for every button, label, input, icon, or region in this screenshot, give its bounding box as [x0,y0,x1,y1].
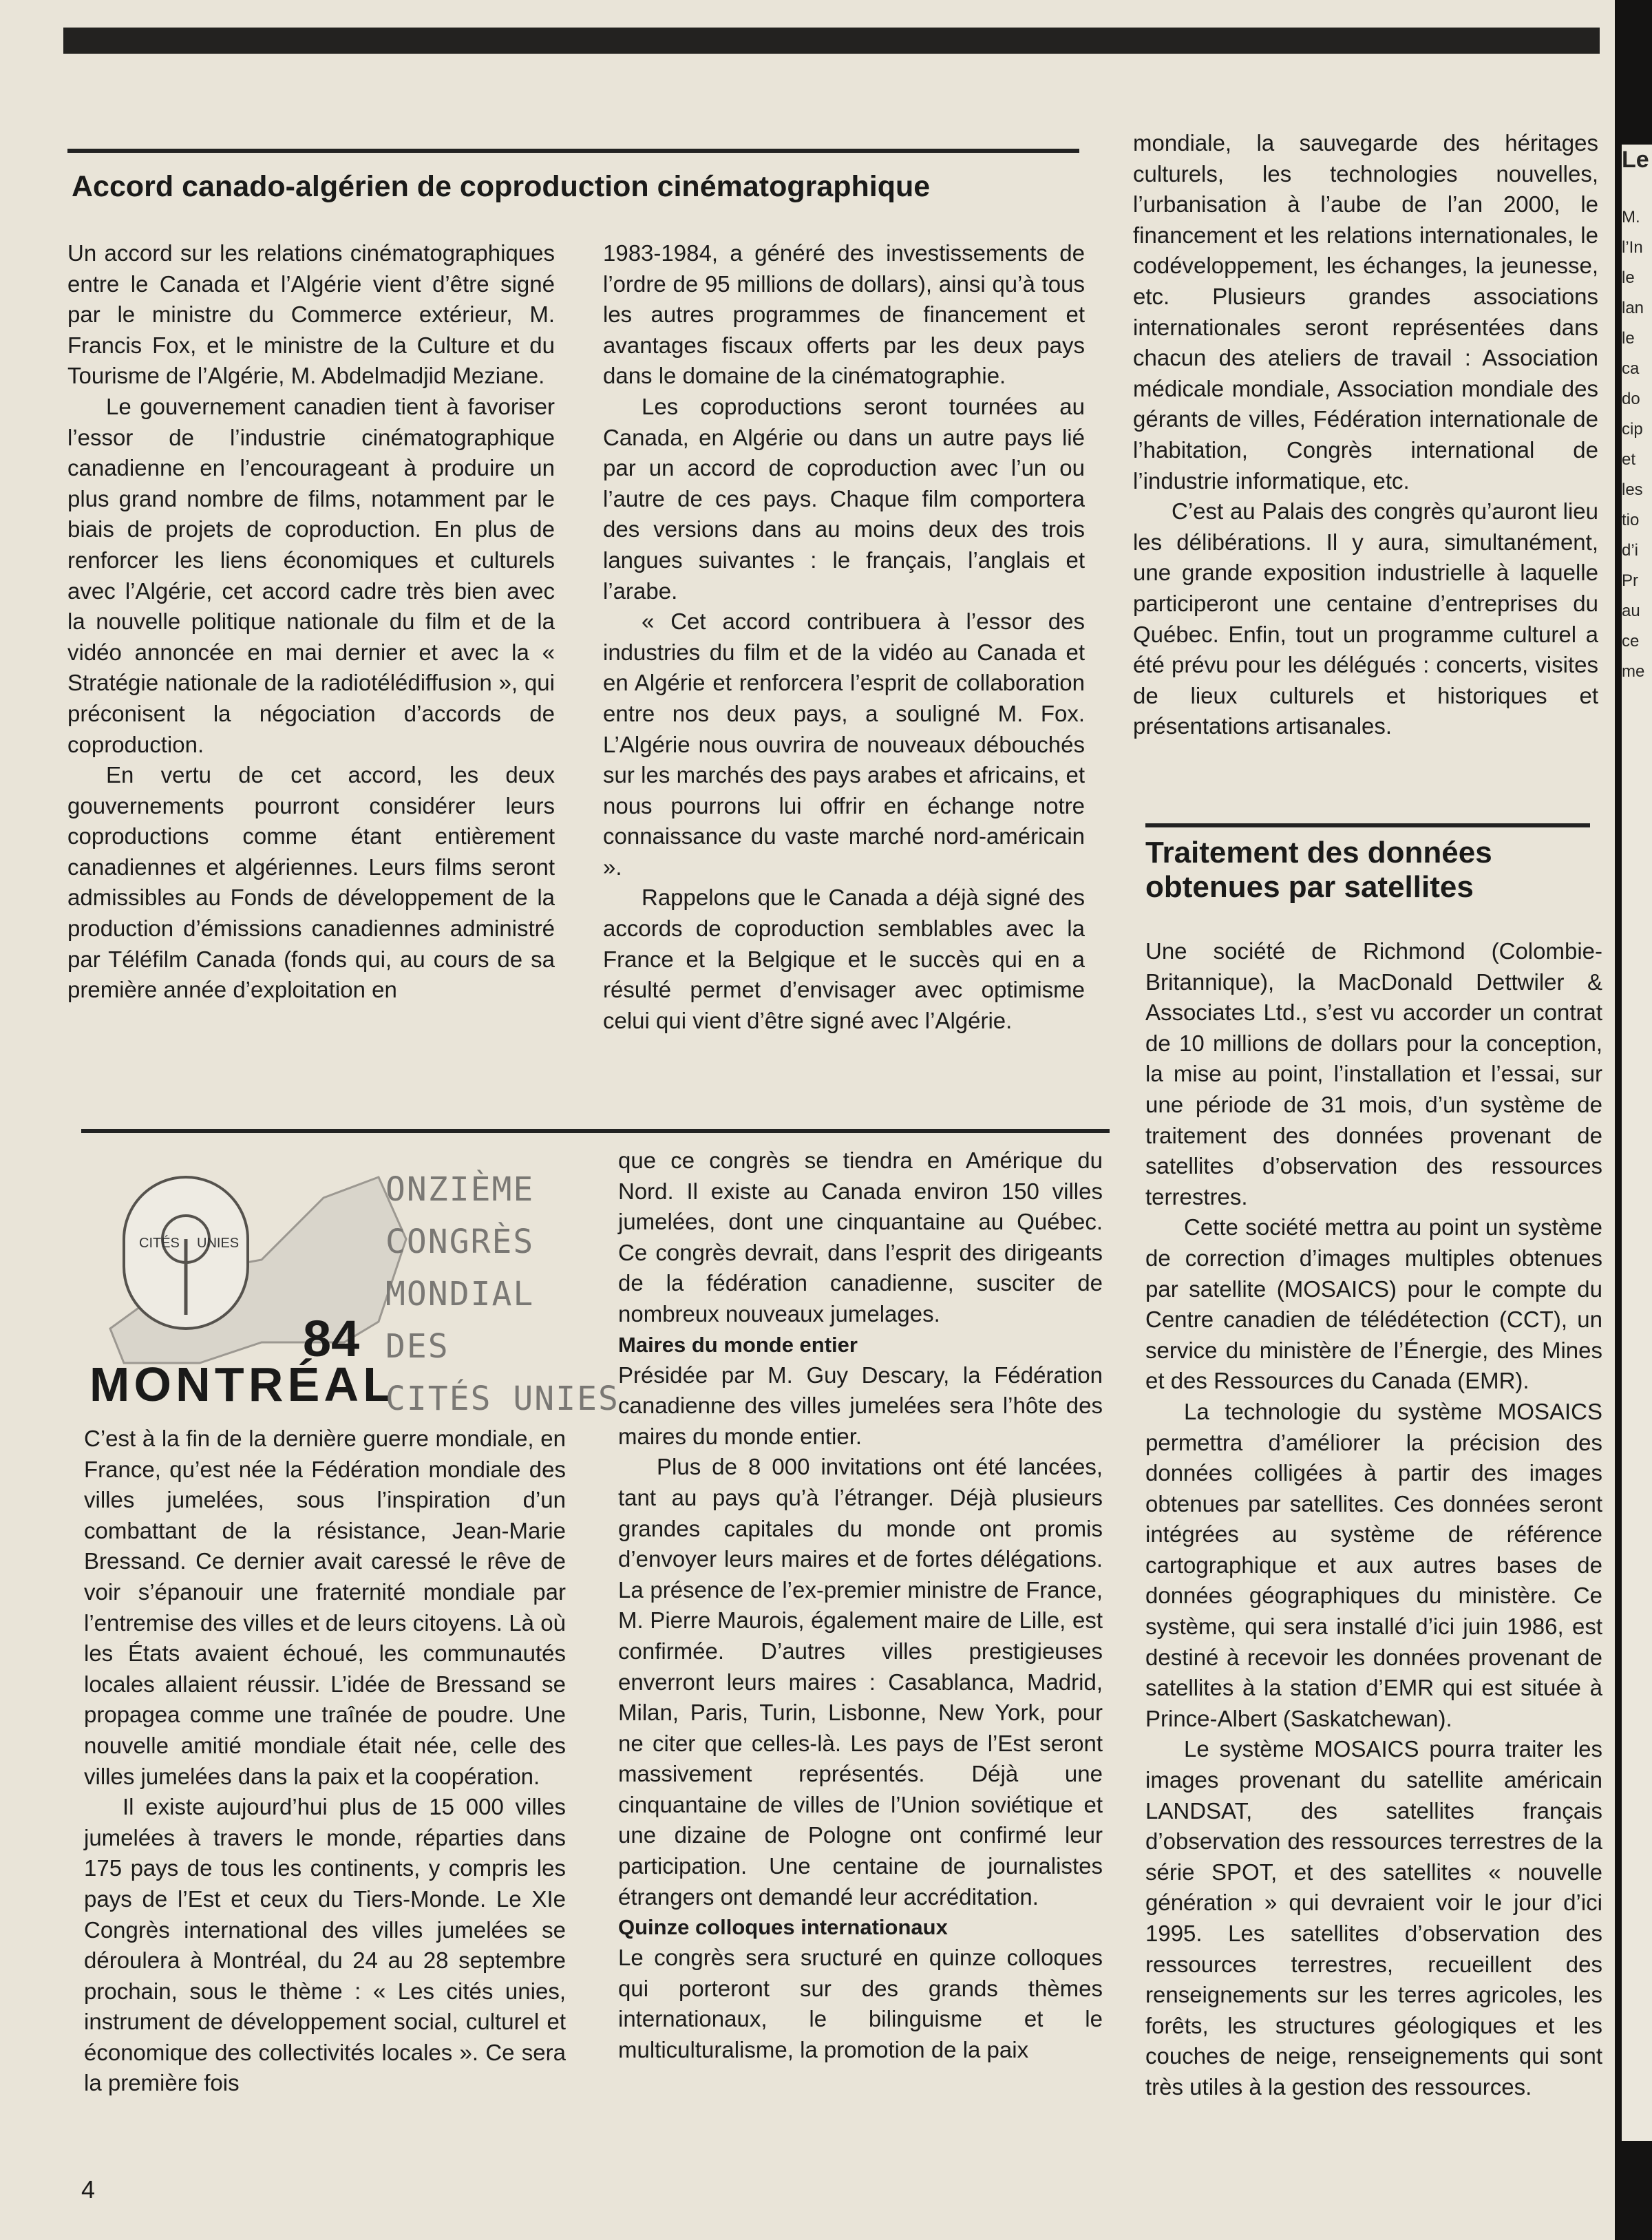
adjacent-text-fragment: le [1622,329,1635,348]
paragraph: Les coproductions seront tournées au Canada, en Algérie ou dans un autre pays lié par un accord de coproduction avec l’un ou l’autre de ces pays. Chaque film comportera des versions dans au moins deux des trois langues suivantes : le français, l’anglais et l’arabe. [603,393,1085,604]
paragraph: « Cet accord contribuera à l’essor des industries du film et de la vidéo au Canada et en Algérie et renforcera l’esprit de collaboration entre nos deux pays, a souligné M. Fox. L’Algérie nous ouvrira de nouveaux débouchés sur les marchés des pays arabes et africains, et nous pourrons lui offrir en échange notre connaissance du vaste marché nord-américain ». [603,609,1085,880]
adjacent-text-fragment: tio [1622,511,1640,529]
paragraph: 1983-1984, a généré des investissements de l’ordre de 95 millions de dollars), ainsi qu’à tous les autres programmes de financement et avantages fiscaux offerts par les deux pays dans le domaine de la cinématographie. [603,240,1085,389]
adjacent-text-fragment: do [1622,390,1640,408]
adjacent-text-fragment: lan [1622,299,1644,317]
title-line: Traitement des données [1145,836,1492,869]
paragraph: Le gouvernement canadien tient à favoriser l’essor de l’industrie cinématographique canadienne en l’encourageant à produire un plus grand nombre de films, notamment par le biais de projets de coproduction. En plus de renforcer les liens économiques et culturels avec l’Algérie, cet accord cadre très bien avec la nouvelle politique nationale du film et de la vidéo annoncée en mai dernier et avec la « Stratégie nationale de la radiotélédiffusion », qui préconisent la négociation d’accords de coproduction. [67,393,555,757]
paragraph: Plus de 8 000 invitations ont été lancées, tant au pays qu’à l’étranger. Déjà plusieurs grandes capitales du monde ont promis d’envoyer leurs maires et de fortes délégations. La présence de l’ex-premier ministre de France, M. Pierre Maurois, également maire de Lille, est confirmée. D’autres villes prestigieuses enverront leurs maires : Casablanca, Madrid, Milan, Paris, Turin, Lisbonne, New York, pour ne citer que celles-là. Les pays de l’Est seront massivement représentés. Déjà une cinquantaine de villes de l’Union soviétique et une dizaine de Pologne ont confirmé leur participation. Une centaine de journalistes étrangers ont demandé leur accréditation. [618,1454,1103,1910]
article-rule [81,1129,1110,1133]
article1-column-1 [67,238,555,1006]
paragraph: Présidée par M. Guy Descary, la Fédération canadienne des villes jumelées sera l’hôte des maires du monde entier. [618,1362,1103,1449]
paragraph: Le congrès sera sructuré en quinze colloques qui porteront sur des grands thèmes internationaux, le bilinguisme et le multiculturalisme, la promotion de la paix [618,1945,1103,2063]
congress-line: DES [385,1327,449,1366]
adjacent-text-fragment: l’In [1622,238,1643,257]
paragraph: mondiale, la sauvegarde des héritages culturels, les technologies nouvelles, l’urbanisation à l’aube de l’an 2000, le financement et les relations internationales, le codéveloppement, les échanges, la jeunesse, etc. Plusieurs grandes associations internationales seront représentées dans chacun des ateliers de travail : Association médicale mondiale, Association mondiale des gérants de villes, Fédération internationale de l’habitation, Congrès international de l’industrie informatique, etc. [1133,130,1598,494]
page-number: 4 [81,2175,96,2204]
congress-line: CONGRÈS [385,1223,535,1261]
adjacent-text-fragment: le [1622,268,1635,287]
article-rule [67,149,1079,153]
subheading: Maires du monde entier [618,1332,858,1357]
top-black-bar [63,28,1600,54]
paragraph: Rappelons que le Canada a déjà signé des accords de coproduction semblables avec la France et la Belgique et le succès qui en a résulté permet d’envisager avec optimisme celui qui vient d’être signé avec l’Algérie. [603,885,1085,1033]
adjacent-text-fragment: les [1622,480,1643,499]
badge-right-text: UNIES [197,1236,240,1251]
badge-left-text: CITÉS [139,1236,180,1251]
article-title: Accord canado-algérien de coproduction cinématographique [72,170,931,203]
paragraph: Cette société mettra au point un système de correction d’images multiples obtenues par satellite (MOSAICS) pour le compte du Centre canadien de télédétection (CCT), un service du ministère de l’Énergie, des Mines et des Ressources du Canada (EMR). [1145,1214,1602,1394]
logo-year: 84 [303,1310,360,1367]
title-line: obtenues par satellites [1145,870,1474,904]
show-through-text [358,63,363,88]
subheading: Quinze colloques internationaux [618,1915,948,1940]
paragraph: La technologie du système MOSAICS permettra d’améliorer la précision des données colligées à partir des images obtenues par satellites. Ces données seront intégrées au système de référence cartographique et aux autres bases de données géographiques du ministère. Ce système, qui sera installé d’ici juin 1986, est destiné à recevoir les données provenant de satellites à la station d’EMR qui est située à Prince-Albert (Saskatchewan). [1145,1398,1602,1731]
paragraph: Le système MOSAICS pourra traiter les images provenant du satellite américain LANDSAT, des satellites français d’observation des ressources terrestres de la série SPOT, et des satellites « nouvelle génération » qui devraient voir le jour d’ici 1995. Les satellites d’observation des ressources terrestres, recueillent des renseignements sur les terres agricoles, les forêts, les structures géologiques et les couches de neige, renseignements qui sont très utiles à la gestion des ressources. [1145,1736,1602,2100]
paragraph: Il existe aujourd’hui plus de 15 000 villes jumelées à travers le monde, réparties dans 175 pays de tous les continents, y compris les pays de l’Est et ceux du Tiers-Monde. Le XIe Congrès international des villes jumelées se déroulera à Montréal, du 24 au 28 septembre prochain, sous le thème : « Les cités unies, instrument de développement social, culturel et économique des collectivités locales ». Ce sera la première fois [84,1794,566,2096]
logo-city: MONTRÉAL [89,1357,392,1411]
article1-column-2 [603,238,1085,1036]
adjacent-text-fragment: au [1622,602,1640,620]
paragraph: C’est au Palais des congrès qu’auront lieu les délibérations. Il y aura, simultanément, une grande exposition industrielle à laquelle participeront une centaine d’entreprises du Québec. Enfin, tout un programme culturel a été prévu pour les délégués : concerts, visites de lieux culturels et historiques et présentations artisanales. [1133,498,1598,739]
article3-column [1145,936,1602,2103]
article4-column-2 [618,1145,1103,2066]
paragraph: Une société de Richmond (Colombie-Britannique), la MacDonald Dettwiler & Associates Ltd., s’est vu accorder un contrat de 10 millions de dollars pour la conception, la mise au point, l’installation et l’essai, sur une période de 31 mois, d’un système de traitement des données provenant de satellites d’observation des ressources terrestres. [1145,938,1602,1209]
article2-column-3 [1133,128,1598,742]
congress-line: CITÉS UNIES [385,1380,620,1418]
congress-title [385,1163,620,1425]
adjacent-text-fragment: cip [1622,420,1643,439]
article-title [1145,836,1600,905]
paragraph: que ce congrès se tiendra en Amérique du Nord. Il existe au Canada environ 150 villes jumelées, dont une cinquantaine au Québec. Ce congrès devrait, dans l’esprit des dirigeants de la fédération canadienne, susciter de nombreux nouveaux jumelages. [618,1148,1103,1327]
adjacent-text-fragment: ce [1622,632,1640,651]
congress-line: ONZIÈME [385,1170,535,1209]
article4-column-1 [84,1424,566,2099]
adjacent-text-fragment: me [1622,662,1645,681]
adjacent-text-fragment: M. [1622,208,1640,226]
adjacent-text-fragment: d’i [1622,541,1639,560]
adjacent-text-fragment: Pr [1622,571,1638,590]
adjacent-page-strip [1622,145,1652,2141]
paragraph: Un accord sur les relations cinématographiques entre le Canada et l’Algérie vient d’être signé par le ministre du Commerce extérieur, M. Francis Fox, et le ministre de la Culture et du Tourisme de l’Algérie, M. Abdelmadjid Meziane. [67,240,555,389]
paragraph: En vertu de cet accord, les deux gouvernements pourront considérer leurs coproductions comme étant entièrement canadiennes et algériennes. Leurs films seront admissibles au Fonds de développement de la production d’émissions canadiennes administré par Téléfilm Canada (fonds qui, au cours de sa première année d’exploitation en [67,762,555,1003]
adjacent-text-fragment: ca [1622,359,1640,378]
congress-line: MONDIAL [385,1275,535,1313]
paragraph: C’est à la fin de la dernière guerre mondiale, en France, qu’est née la Fédération mondiale des villes jumelées, sous l’inspiration d’un combattant de la résistance, Jean-Marie Bressand. Ce dernier avait caressé le rêve de voir s’épanouir une fraternité mondiale par l’entremise des villes et de leurs citoyens. Là où les États avaient échoué, les communautés locales allaient réussir. L’idée de Bressand se propagea comme une traînée de poudre. Une nouvelle amitié mondiale était née, celle des villes jumelées dans la paix et la coopération. [84,1426,566,1789]
article-rule [1145,823,1590,827]
adjacent-heading: Le [1622,147,1649,173]
adjacent-text-fragment: et [1622,450,1636,469]
